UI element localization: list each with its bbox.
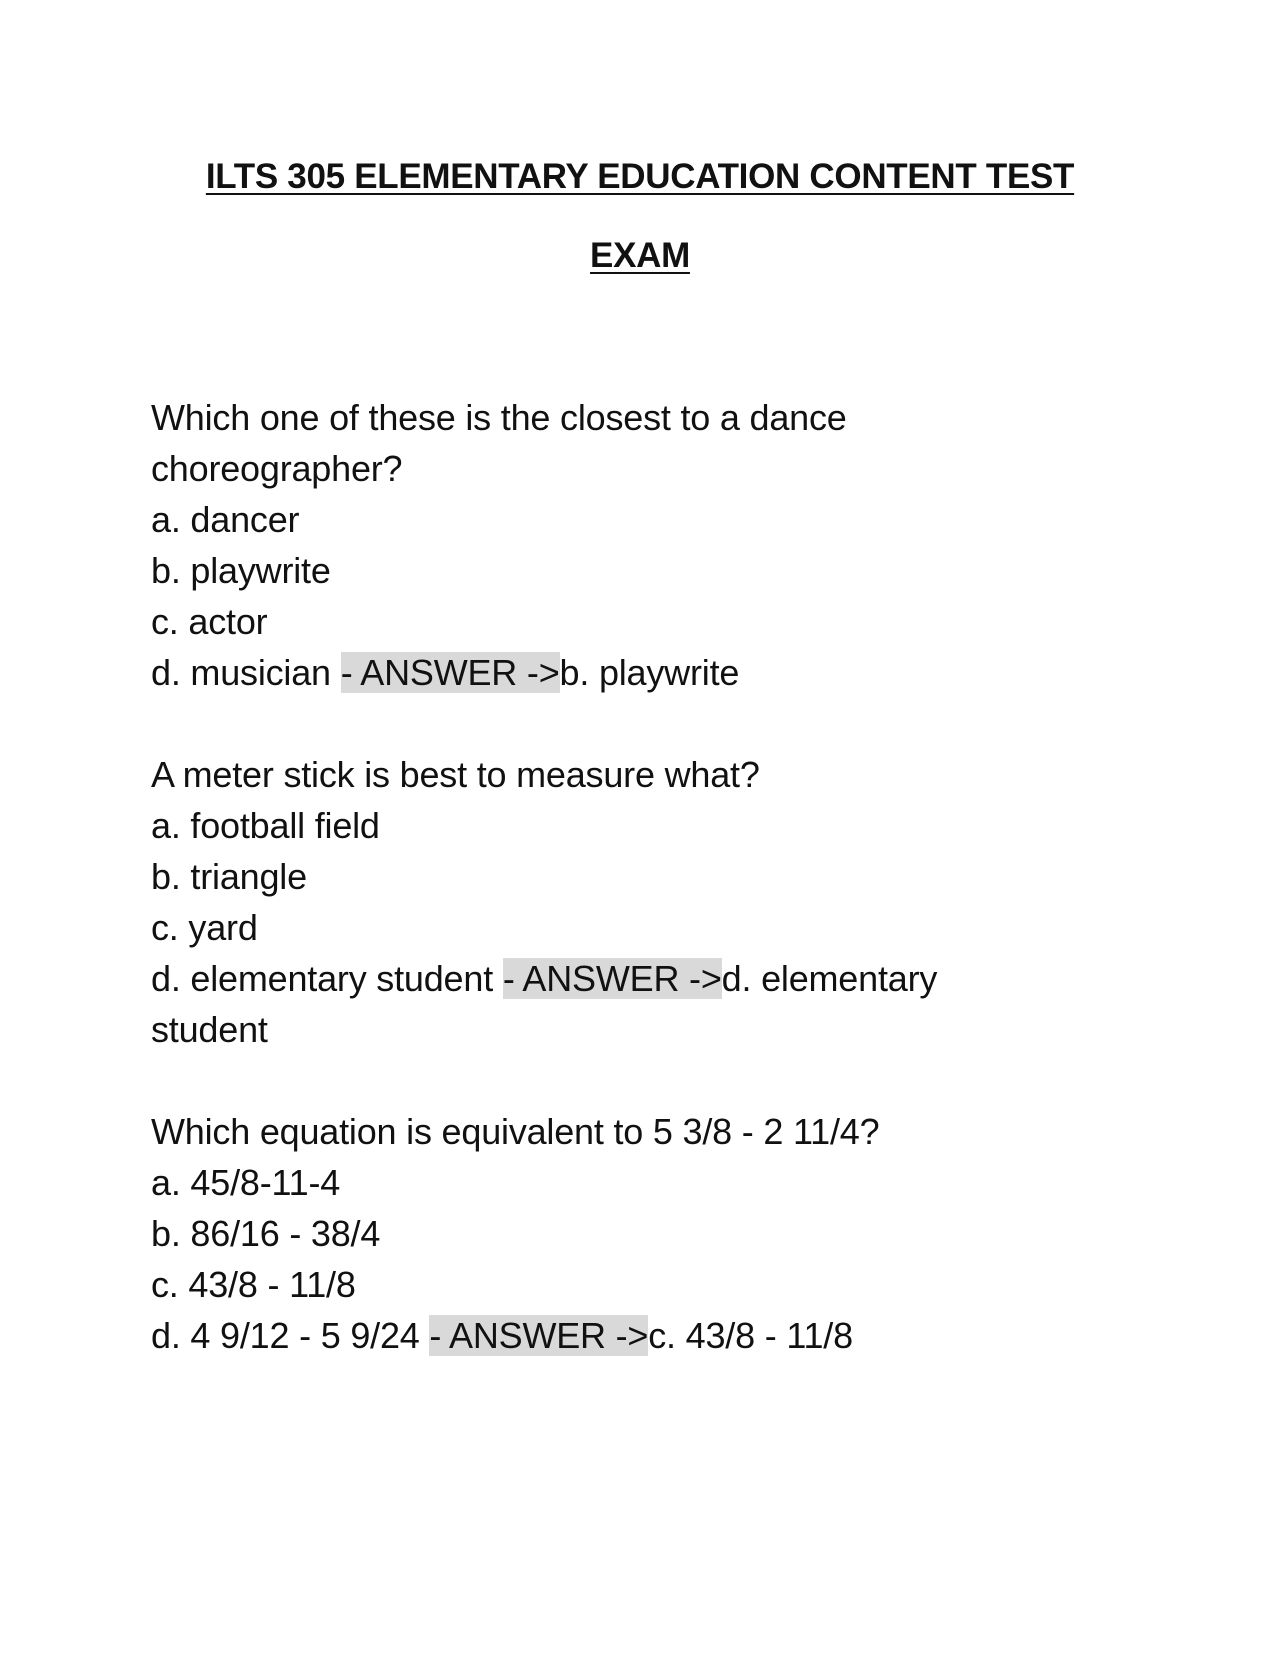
question-3 xyxy=(151,1106,1151,1361)
question-2 xyxy=(151,749,1151,1055)
question-1-answer-marker: - ANSWER -> xyxy=(340,652,560,693)
document-title-line-2: EXAM xyxy=(590,236,690,275)
question-2-option-d-row xyxy=(151,953,1151,1004)
question-1-option-b: b. playwrite xyxy=(151,550,331,591)
question-1-answer: b. playwrite xyxy=(559,652,740,693)
question-2-option-a: a. football field xyxy=(151,805,380,846)
document-title-line-1: ILTS 305 ELEMENTARY EDUCATION CONTENT TEST xyxy=(205,157,1075,196)
question-3-prompt-line-1: Which equation is equivalent to 5 3/8 - 2 11/4? xyxy=(151,1111,880,1152)
question-1-prompt-line-2: choreographer? xyxy=(151,448,403,489)
question-3-option-d-row xyxy=(151,1310,1151,1361)
question-3-option-c: c. 43/8 - 11/8 xyxy=(151,1264,356,1305)
question-1 xyxy=(151,392,1151,698)
document-subtitle xyxy=(0,234,1280,278)
question-3-option-a: a. 45/8-11-4 xyxy=(151,1162,341,1203)
question-1-option-d: d. musician xyxy=(151,652,331,693)
question-3-answer: c. 43/8 - 11/8 xyxy=(648,1315,853,1356)
question-2-prompt-line-1: A meter stick is best to measure what? xyxy=(151,754,760,795)
question-2-option-d: d. elementary student xyxy=(151,958,494,999)
question-2-option-b: b. triangle xyxy=(151,856,307,897)
question-2-answer-line-2: student xyxy=(151,1009,268,1050)
question-2-option-c: c. yard xyxy=(151,907,258,948)
question-1-option-d-row xyxy=(151,647,1151,698)
question-1-prompt-line-1: Which one of these is the closest to a dance xyxy=(151,397,847,438)
question-2-answer-line-1: d. elementary xyxy=(721,958,938,999)
question-1-option-c: c. actor xyxy=(151,601,268,642)
question-3-answer-marker: - ANSWER -> xyxy=(429,1315,649,1356)
document-title xyxy=(0,155,1280,199)
question-3-option-d: d. 4 9/12 - 5 9/24 xyxy=(151,1315,420,1356)
question-2-answer-marker: - ANSWER -> xyxy=(502,958,722,999)
question-1-option-a: a. dancer xyxy=(151,499,300,540)
question-3-option-b: b. 86/16 - 38/4 xyxy=(151,1213,381,1254)
